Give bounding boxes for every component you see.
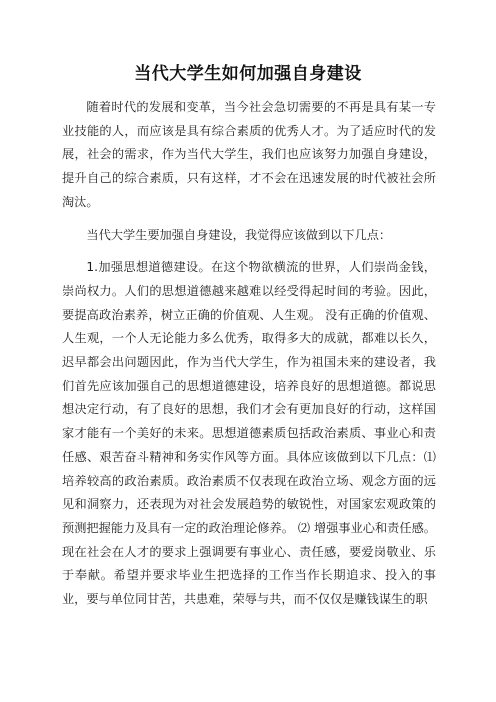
- paragraph-intro: 随着时代的发展和变革，当今社会急切需要的不再是具有某一专业技能的人，而应该是具有综合素质的优秀人才。为了适应时代的发展，社会的需求，作为当代大学生，我们也应该努力加强自身建设，提升自己的综合素质，只有这样，才不会在迅速发展的时代被社会所淘汰。: [62, 100, 436, 209]
- paragraph-point-1: 1.加强思想道德建设。在这个物欲横流的世界，人们崇尚金钱，崇尚权力。人们的思想道德越来越难以经受得起时间的考验。因此，要提高政治素养，树立正确的价值观、人生观。 没有正确的价值观、人生观，一个人无论能力多么优秀，取得多大的成就，都难以长久，迟早都会出问题因此，作为当代大学生，作为祖国未来的建设者，我们首先应该加强自己的思想道德建设，培养良好的思想道德。都说思想决定行动，有了良好的思想，我们才会有更加良好的行动，这样国家才能有一个美好的未来。思想道德素质包括政治素质、事业心和责任感、艰苦奋斗精神和务实作风等方面。具体应该做到以下几点：⑴培养较高的政治素质。政治素质不仅表现在政治立场、观念方面的远见和洞察力，还表现为对社会发展趋势的敏锐性，对国家宏观政策的预测把握能力及具有一定的政治理论修养。 ⑵ 增强事业心和责任感。现在社会在人才的要求上强调要有事业心、责任感，要爱岗敬业、乐于奉献。希望并要求毕业生把选择的工作当作长期追求、投入的事业，要与单位同甘苦，共患难，荣辱与共，而不仅仅是赚钱谋生的职: [62, 260, 436, 607]
- document-body: [62, 96, 436, 612]
- paragraph-lead: 当代大学生要加强自身建设，我觉得应该做到以下几点：: [86, 227, 392, 242]
- document-title: 当代大学生如何加强自身建设: [134, 64, 362, 84]
